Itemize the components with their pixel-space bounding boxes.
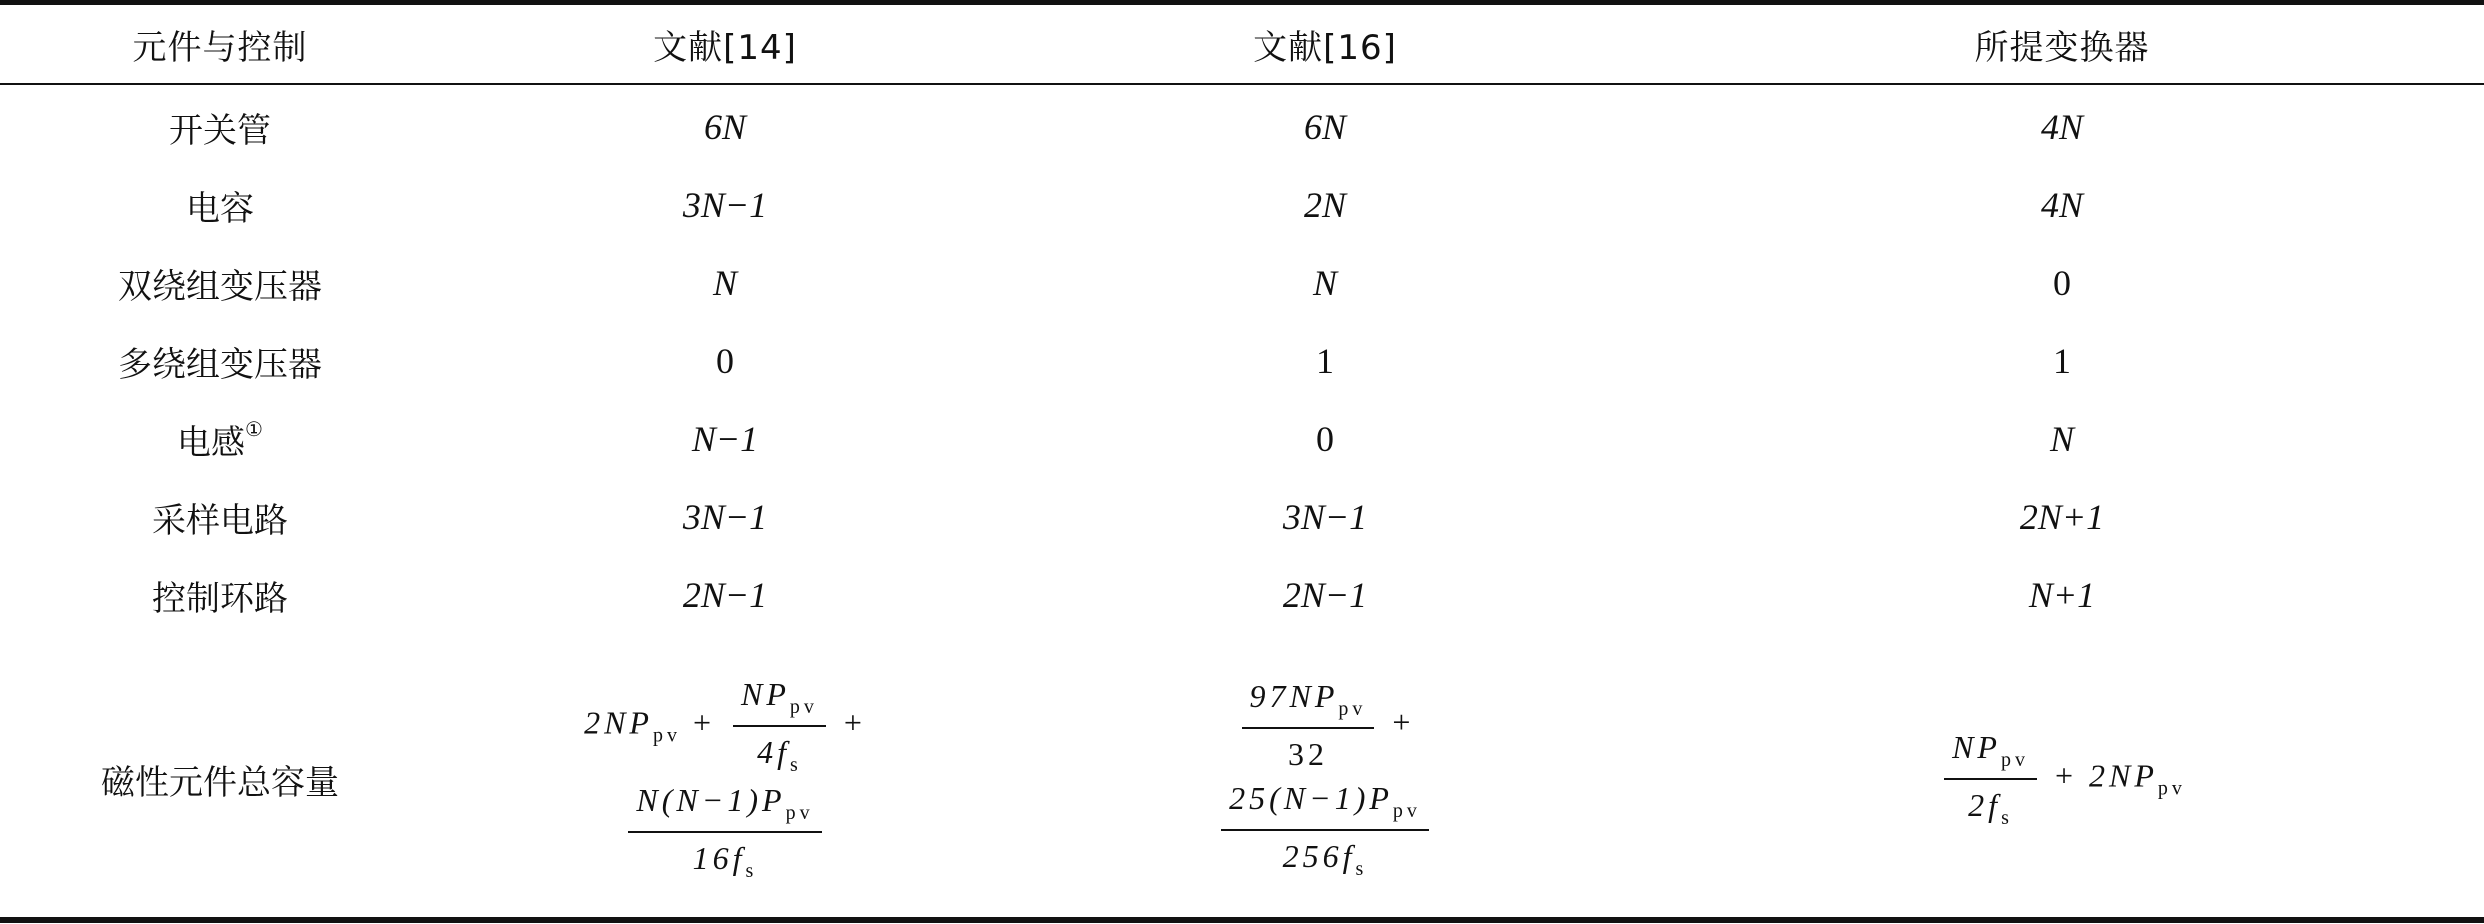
header-proposed: 所提变换器: [1974, 27, 2150, 68]
formula-line: [1010, 777, 1640, 883]
formula-fraction: [1944, 726, 2037, 832]
cell-proposed: N+1: [2028, 575, 2096, 615]
fraction-denominator: [1944, 780, 2037, 832]
formula-line: [1010, 675, 1640, 776]
cell-ref14: 3N−1: [682, 185, 768, 225]
fraction-denominator: 32: [1287, 736, 1328, 773]
cell-ref14: 0: [716, 341, 734, 381]
row-label: 多绕组变压器: [118, 344, 322, 385]
formula-subscript: s: [745, 860, 758, 882]
table-row: [0, 478, 2484, 556]
cell-proposed: 0: [2053, 263, 2071, 303]
table-row: [0, 400, 2484, 478]
cell-ref16: 0: [1316, 419, 1334, 459]
row-label: 开关管: [169, 110, 271, 151]
row-label: 控制环路: [152, 578, 288, 619]
formula-subscript: pv: [2000, 749, 2029, 771]
fraction-numerator: [733, 673, 826, 727]
formula-term: 2f: [1968, 787, 2002, 823]
formula-subscript: pv: [1338, 698, 1367, 721]
fraction-numerator: [1221, 777, 1429, 831]
formula-term: 97NP: [1249, 678, 1339, 715]
cell-ref16: 2N−1: [1282, 575, 1368, 615]
header-ref16: 文献[16]: [1253, 27, 1397, 68]
formula-line: [440, 779, 1010, 885]
cell-ref16: 1: [1316, 341, 1334, 381]
formula-fraction: [1242, 675, 1375, 776]
cell-ref16: 6N: [1303, 107, 1346, 147]
fraction-numerator: [628, 779, 821, 833]
cell-proposed: 4N: [2040, 107, 2083, 147]
table-row: [0, 556, 2484, 634]
formula-subscript: s: [1355, 857, 1368, 880]
table-row: [0, 244, 2484, 322]
formula-subscript: pv: [789, 696, 818, 718]
formula-operator: +: [843, 704, 866, 741]
formula-operator: +: [1392, 704, 1415, 741]
cell-ref14: 2N−1: [682, 575, 768, 615]
cell-ref14: 6N: [703, 107, 746, 147]
table-row: [0, 322, 2484, 400]
cell-proposed: N: [2049, 419, 2074, 459]
cell-ref16: 3N−1: [1282, 497, 1368, 537]
table-bottom-rule: [0, 917, 2484, 923]
formula-subscript: pv: [652, 724, 681, 747]
cell-ref16: N: [1312, 263, 1337, 303]
header-row: [0, 0, 2484, 88]
cell-proposed: 1: [2053, 341, 2071, 381]
formula-proposed: [1640, 634, 2484, 924]
row-label: 采样电路: [152, 500, 288, 541]
table-row-magnetic: [0, 634, 2484, 924]
fraction-numerator: [1242, 675, 1375, 729]
formula-ref16: [1010, 634, 1640, 924]
formula-fraction: [1221, 777, 1429, 883]
fraction-numerator: [1944, 726, 2037, 780]
fraction-denominator: [1221, 831, 1429, 883]
row-label: 磁性元件总容量: [101, 762, 339, 803]
formula-term: 2NP: [2089, 757, 2158, 794]
formula-fraction: [733, 673, 826, 779]
formula-term: 4f: [757, 734, 790, 770]
formula-subscript: pv: [2157, 777, 2186, 800]
formula-fraction: [628, 779, 821, 885]
footnote-marker: ①: [245, 416, 263, 441]
cell-ref14: 3N−1: [682, 497, 768, 537]
formula-term: 2NP: [584, 704, 653, 741]
formula-operator: +: [692, 704, 715, 741]
formula-operator: +: [2054, 757, 2078, 794]
header-component: 元件与控制: [132, 27, 308, 68]
cell-ref16: 2N: [1303, 185, 1346, 225]
row-label: 电容: [186, 188, 254, 229]
cell-proposed: 4N: [2040, 185, 2083, 225]
formula-term: NP: [1952, 729, 2001, 765]
formula-term: 16f: [692, 840, 746, 876]
row-label-inductor: [0, 400, 440, 478]
formula-ref14: [440, 634, 1010, 924]
formula-term: 256f: [1282, 837, 1356, 874]
cell-ref14: N: [712, 263, 737, 303]
header-ref14: 文献[14]: [653, 27, 797, 68]
formula-subscript: s: [789, 754, 802, 776]
formula-term: 25(N−1)P: [1229, 779, 1393, 816]
formula-subscript: pv: [1392, 799, 1421, 822]
fraction-denominator: [733, 727, 826, 779]
cell-ref14: N−1: [691, 419, 759, 459]
formula-term: N(N−1)P: [636, 782, 786, 818]
table-row: [0, 88, 2484, 166]
row-label: 双绕组变压器: [118, 266, 322, 307]
formula-line: [440, 673, 1010, 779]
cell-proposed: 2N+1: [2019, 497, 2105, 537]
formula-subscript: pv: [785, 802, 814, 824]
formula-term: NP: [741, 676, 790, 712]
row-label: 电感: [177, 422, 246, 463]
formula-subscript: s: [2001, 807, 2013, 829]
table-row: [0, 166, 2484, 244]
fraction-denominator: [628, 833, 821, 885]
